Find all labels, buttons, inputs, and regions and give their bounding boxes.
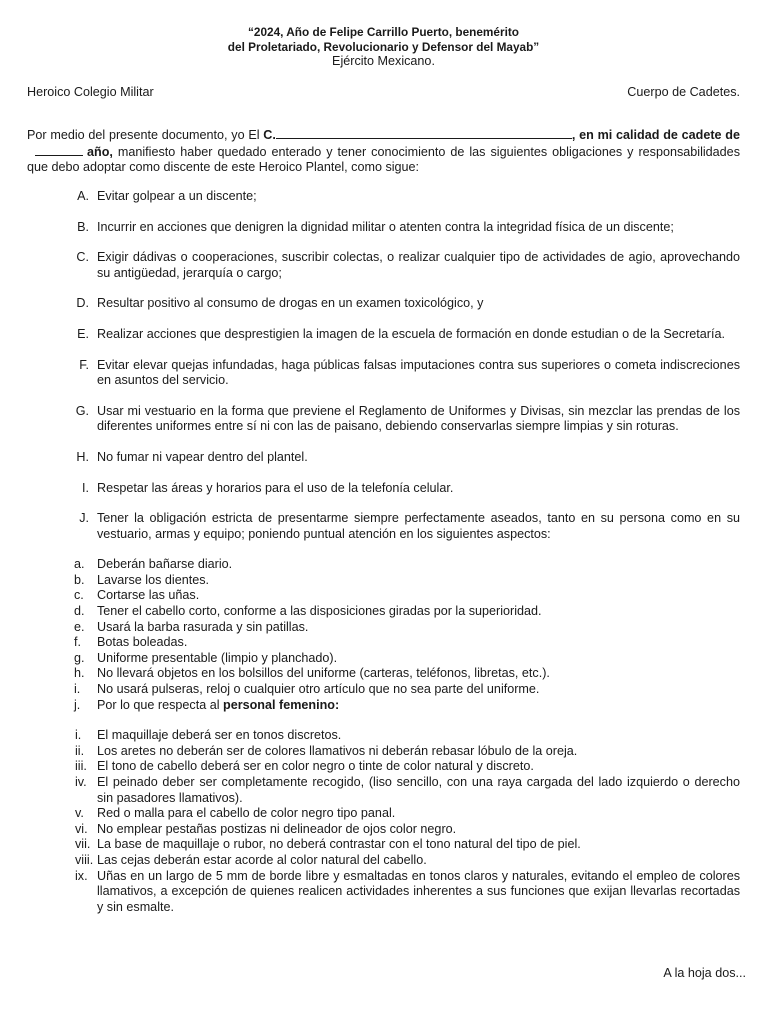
sub-text: Uniforme presentable (limpio y planchado). bbox=[97, 650, 338, 665]
roman-list-item bbox=[75, 775, 740, 806]
list-text: Evitar elevar quejas infundadas, haga públicas falsas imputaciones contra sus superiores o cometa indiscreciones en asuntos del servicio. bbox=[97, 357, 740, 388]
hygiene-sublist bbox=[74, 557, 740, 915]
obligations-list bbox=[27, 189, 740, 915]
c-label: C. bbox=[263, 128, 276, 143]
sub-marker: b. bbox=[74, 572, 85, 587]
sub-text: Botas boleadas. bbox=[97, 635, 188, 650]
roman-text: El peinado deber ser completamente recogido, (liso sencillo, con una raya cargada del lado izquierdo o derecho sin pasadores llamativos). bbox=[97, 775, 740, 805]
roman-list-item bbox=[75, 744, 740, 760]
continuation-note: A la hoja dos... bbox=[663, 966, 746, 980]
list-text: Exigir dádivas o cooperaciones, suscribir colectas, o realizar cualquier tipo de actividades de agio, aprovechando su antigüedad, jerarquía o cargo; bbox=[97, 250, 740, 280]
list-text: Usar mi vestuario en la forma que previene el Reglamento de Uniformes y Divisas, sin mezclar las prendas de los diferentes uniformes entre sí ni con las de paisano, debiendo conservarlas siempre limpias y sin roturas. bbox=[97, 403, 740, 434]
roman-marker: iv. bbox=[75, 775, 87, 789]
sub-marker: f. bbox=[74, 635, 81, 650]
female-staff-sublist bbox=[75, 728, 740, 915]
sub-marker: a. bbox=[74, 557, 85, 572]
motto-line-2: del Proletariado, Revolucionario y Defensor del Mayab” bbox=[227, 39, 540, 54]
list-marker: A. bbox=[77, 188, 89, 203]
list-text: Incurrir en acciones que denigren la dignidad militar o atenten contra la integridad física de un discente; bbox=[97, 219, 674, 234]
list-marker: E. bbox=[77, 326, 89, 341]
sub-list-item bbox=[74, 698, 740, 916]
list-item bbox=[27, 327, 740, 343]
roman-list-item bbox=[75, 759, 740, 775]
roman-marker: viii. bbox=[75, 852, 94, 867]
sub-list-item bbox=[74, 635, 740, 651]
unit-name: Cuerpo de Cadetes. bbox=[627, 84, 740, 99]
list-item bbox=[27, 511, 740, 915]
sub-text: Usará la barba rasurada y sin patillas. bbox=[97, 619, 309, 634]
sub-list-item bbox=[74, 573, 740, 589]
list-item bbox=[27, 481, 740, 497]
roman-list-item bbox=[75, 806, 740, 822]
sub-marker: e. bbox=[74, 619, 85, 634]
document-page bbox=[27, 25, 740, 930]
sub-text: Por lo que respecta al bbox=[97, 697, 224, 712]
list-item bbox=[27, 450, 740, 466]
sub-marker: c. bbox=[74, 588, 84, 603]
institution-name: Heroico Colegio Militar bbox=[27, 84, 154, 99]
roman-text: No emplear pestañas postizas ni delineador de ojos color negro. bbox=[97, 821, 457, 836]
sub-list-item bbox=[74, 666, 740, 682]
sub-text: Cortarse las uñas. bbox=[97, 588, 200, 603]
list-text: Respetar las áreas y horarios para el uso de la telefonía celular. bbox=[97, 480, 454, 495]
sub-marker: i. bbox=[74, 682, 81, 697]
sub-marker: h. bbox=[74, 666, 85, 681]
sub-text: No llevará objetos en los bolsillos del uniforme (carteras, teléfonos, libretas, etc.). bbox=[97, 666, 550, 681]
list-item bbox=[27, 220, 740, 236]
sub-list-item bbox=[74, 604, 740, 620]
sub-list-item bbox=[74, 682, 740, 698]
roman-marker: ix. bbox=[75, 868, 88, 883]
motto-line-1: “2024, Año de Felipe Carrillo Puerto, benemérito bbox=[248, 25, 519, 39]
header-row bbox=[27, 85, 740, 101]
sub-list-item bbox=[74, 557, 740, 573]
list-text-block bbox=[74, 511, 740, 915]
list-marker: F. bbox=[79, 357, 89, 372]
roman-text: Las cejas deberán estar acorde al color natural del cabello. bbox=[97, 852, 427, 867]
list-marker: J. bbox=[79, 511, 89, 526]
roman-text: El maquillaje deberá ser en tonos discretos. bbox=[97, 728, 342, 743]
sub-list-item bbox=[74, 588, 740, 604]
sub-text: No usará pulseras, reloj o cualquier otro artículo que no sea parte del uniforme. bbox=[97, 682, 540, 697]
name-blank-line bbox=[276, 127, 572, 139]
list-item bbox=[27, 296, 740, 312]
ano-label: año, bbox=[87, 144, 113, 159]
list-marker: I. bbox=[82, 480, 89, 495]
list-text: Evitar golpear a un discente; bbox=[97, 188, 257, 203]
list-text: Resultar positivo al consumo de drogas en un examen toxicológico, y bbox=[97, 296, 484, 311]
list-marker: B. bbox=[77, 219, 89, 234]
roman-list-item bbox=[75, 853, 740, 869]
sub-text: Lavarse los dientes. bbox=[97, 572, 210, 587]
roman-marker: vi. bbox=[75, 821, 88, 836]
list-item bbox=[27, 404, 740, 435]
female-staff-label: personal femenino: bbox=[223, 697, 340, 712]
roman-list-item bbox=[75, 869, 740, 916]
roman-text: Red o malla para el cabello de color negro tipo panal. bbox=[97, 806, 396, 821]
intro-text-2: , en mi calidad de cadete de bbox=[571, 128, 740, 143]
list-text: No fumar ni vapear dentro del plantel. bbox=[97, 449, 308, 464]
sub-list-item bbox=[74, 651, 740, 667]
sub-marker: g. bbox=[74, 650, 85, 665]
intro-paragraph bbox=[27, 127, 740, 176]
roman-marker: iii. bbox=[75, 759, 87, 774]
document-subtitle: Ejército Mexicano. bbox=[332, 54, 435, 68]
list-marker: G. bbox=[75, 403, 89, 418]
list-marker: D. bbox=[76, 296, 89, 311]
year-blank-line bbox=[35, 144, 83, 156]
roman-text: Los aretes no deberán ser de colores llamativos ni deberán rebasar lóbulo de la oreja. bbox=[97, 743, 578, 758]
roman-list-item bbox=[75, 822, 740, 838]
sub-text: Tener el cabello corto, conforme a las disposiciones giradas por la superioridad. bbox=[97, 604, 542, 619]
roman-list-item bbox=[75, 728, 740, 744]
roman-marker: vii. bbox=[75, 837, 91, 852]
sub-text: Deberán bañarse diario. bbox=[97, 557, 233, 572]
sub-list-item bbox=[74, 620, 740, 636]
roman-marker: v. bbox=[75, 806, 84, 821]
sub-text-block bbox=[75, 697, 740, 916]
list-item bbox=[27, 250, 740, 281]
intro-text-1: Por medio del presente documento, yo El bbox=[27, 128, 264, 143]
roman-marker: ii. bbox=[75, 743, 85, 758]
intro-text-3: manifiesto haber quedado enterado y tener conocimiento de las siguientes obligaciones y responsabilidades que debo adoptar como discente de este Heroico Plantel, como sigue: bbox=[27, 144, 740, 175]
roman-text: El tono de cabello deberá ser en color negro o tinte de color natural y discreto. bbox=[97, 759, 534, 774]
sub-marker: d. bbox=[74, 604, 85, 619]
sub-marker: j. bbox=[74, 697, 81, 712]
list-item bbox=[27, 189, 740, 205]
list-item bbox=[27, 358, 740, 389]
list-text: Tener la obligación estricta de presentarme siempre perfectamente aseados, tanto en su persona como en su vestuario, armas y equipo; poniendo puntual atención en los siguientes aspectos: bbox=[97, 511, 740, 541]
roman-text: La base de maquillaje o rubor, no deberá contrastar con el tono natural del tipo de piel. bbox=[97, 837, 581, 852]
roman-list-item bbox=[75, 837, 740, 853]
list-marker: H. bbox=[76, 449, 89, 464]
roman-text: Uñas en un largo de 5 mm de borde libre y esmaltadas en tonos claros y naturales, evitando el empleo de colores llamativos, a excepción de quienes realicen actividades inherentes a sus funciones que exijan llevarlas recortadas y sin esmalte. bbox=[97, 868, 740, 914]
list-marker: C. bbox=[76, 250, 89, 265]
list-text: Realizar acciones que desprestigien la imagen de la escuela de formación en donde estudian o de la Secretaría. bbox=[97, 326, 725, 341]
roman-marker: i. bbox=[75, 728, 82, 743]
